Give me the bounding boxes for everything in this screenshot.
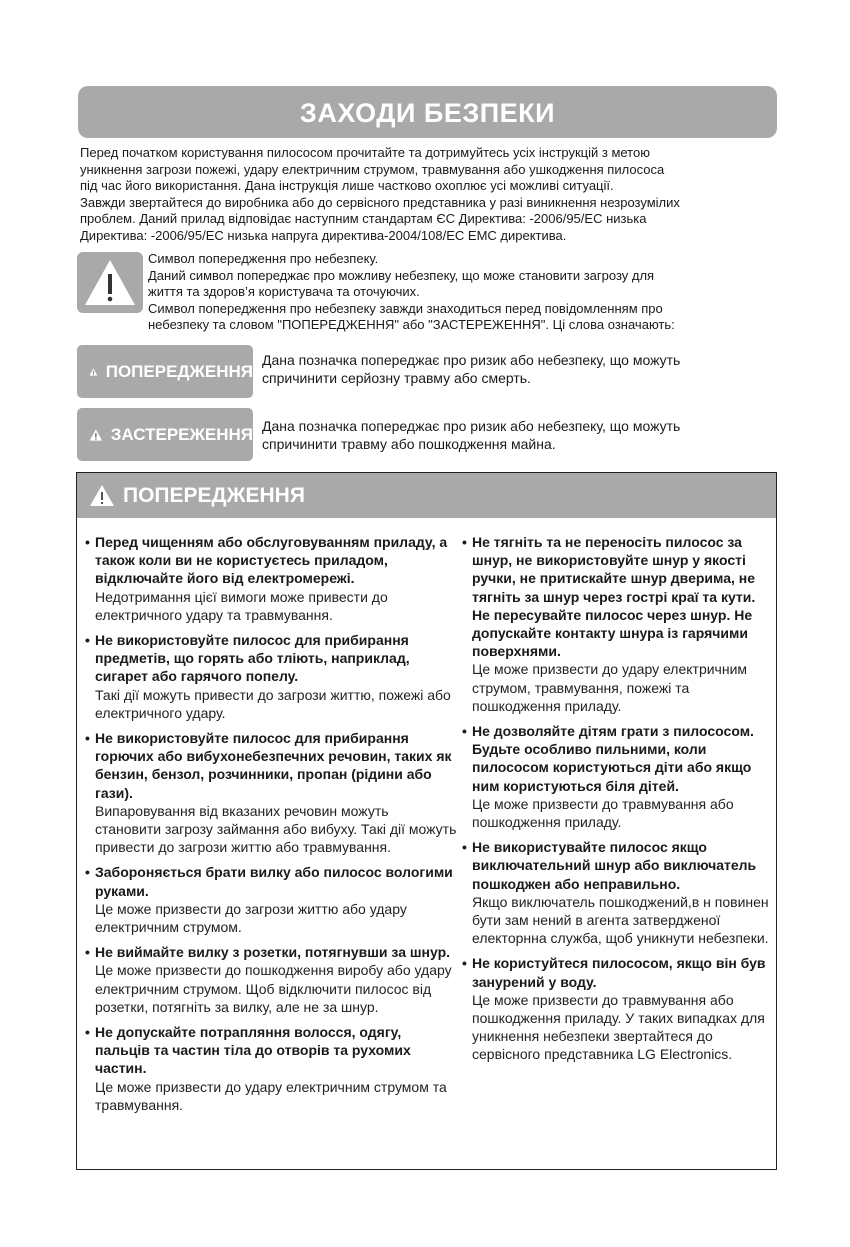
warning-item [462,954,772,1063]
warning-section [76,472,777,1170]
warning-item [85,631,457,722]
warning-item-title: Не тягніть та не переносіть пилосос за шнур, не використовуйте шнур у якості ручки, не притискайте шнур дверима, не тягніть за шнур через гострі краї та кути. Не пересувайте пилосос через шнур. Не допускайте контакту шнура із гарячими поверхнями. [472,534,756,660]
warning-item-title: Забороняється брати вилку або пилосос вологими руками. [95,864,453,899]
warning-heading: ПОПЕРЕДЖЕННЯ [123,483,305,507]
caution-badge [77,408,253,461]
intro-line: Перед початком користування пилососом прочитайте та дотримуйтесь усіх інструкцій з метою [80,145,650,160]
bullet: • [462,955,467,972]
warning-item-title: Не використовуйте пилосос для прибирання предметів, що горять або тліють, наприклад, сигарет або гарячого попелу. [95,632,410,685]
warning-section-header [77,473,776,518]
intro-line: проблем. Даний прилад відповідає наступним стандартам ЄС Директива: -2006/95/EC низька [80,211,647,227]
warning-triangle-icon [89,425,103,445]
warning-item [462,533,772,715]
bullet: • [85,534,90,550]
warning-badge-description [262,351,782,387]
bullet: • [85,632,90,649]
warning-item-title: Не дозволяйте дітям грати з пилососом. Будьте особливо пильними, коли пилососом користуються діти або якщо ним користуються біля дітей. [472,723,754,794]
bullet: • [85,730,90,747]
intro-paragraph [80,145,780,245]
warning-triangle-icon [77,252,143,313]
warning-item-text: Це може призвести до травмування або пошкодження приладу. [472,795,734,831]
warning-triangle-icon [89,484,115,507]
badge-line: спричинити травму або пошкодження майна. [262,436,556,452]
warning-item-text: Якщо виключатель пошкоджений,в н повинен бути зам нений в агента затвердженої електорнна служба, щоб уникнути небезпеки. [472,893,769,947]
badge-label: ПОПЕРЕДЖЕННЯ [105,361,253,381]
symbol-line: Даний символ попереджає про можливу небезпеку, що може становити загрозу для [148,267,655,283]
warning-item-text: Випаровування від вказаних речовин можуть становити загрозу займання або вибуху. Такі дії можуть привести до загрози життю або травмування. [95,802,457,856]
bullet: • [462,534,467,550]
intro-line: Завжди звертайтеся до виробника або до сервісного представника у разі виникнення незрозумілих [80,194,680,210]
symbol-line: Символ попередження про небезпеку. [148,251,379,266]
bullet: • [85,944,90,961]
warning-item [85,533,457,624]
warning-item-text: Це може призвести до удару електричним струмом, травмування, пожежі та пошкодження приладу. [472,661,748,714]
warning-item-text: Це може призвести до загрози життю або удару електричним струмом. [95,900,407,936]
warning-item-text: Такі дії можуть привести до загрози життю, пожежі або електричного удару. [95,686,451,721]
symbol-line: життя та здоров’я користувача та оточуючих. [148,284,420,300]
symbol-line: небезпеку та словом "ПОПЕРЕДЖЕННЯ" або "ЗАСТЕРЕЖЕННЯ". Ці слова означають: [148,317,675,333]
warning-item-text: Це може призвести до травмування або пошкодження приладу. У таких випадках для уникнення небезпеки звертайтеся до сервісного представника LG Electronics. [472,991,765,1063]
warning-item-title: Не користуйтеся пилососом, якщо він був занурений у воду. [472,955,766,990]
intro-line: під час його використання. Дана інструкція лише частково охоплює усі можливі ситуації. [80,178,614,194]
warning-column-left [85,533,457,1121]
warning-item-title: Не використувайте пилосос якщо виключательний шнур або виключатель пошкоджен або неправильно. [472,839,757,892]
warning-item-text: Недотримання цієї вимоги може привести до електричного удару та травмування. [95,588,388,623]
caution-badge-description [262,417,782,453]
warning-triangle-icon [89,362,98,382]
bullet: • [85,864,90,881]
warning-item [85,1023,457,1114]
warning-column-right [462,533,772,1071]
bullet: • [85,1024,90,1041]
bullet: • [462,839,467,856]
warning-item-title: Не допускайте потрапляння волосся, одягу, пальців та частин тіла до отворів та рухомих частин. [95,1024,411,1077]
intro-line: Директива: -2006/95/EC низька напруга директива-2004/108/EC EMC директива. [80,227,567,243]
page-title: ЗАХОДИ БЕЗПЕКИ [78,86,777,138]
badge-label: ЗАСТЕРЕЖЕННЯ [110,424,253,444]
warning-item-title: Не виймайте вилку з розетки, потягнувши за шнур. [95,944,451,961]
badge-line: Дана позначка попереджає про ризик або небезпеку, що можуть [262,418,681,434]
warning-item-title: Перед чищенням або обслуговуванням приладу, а також коли ви не користуєтесь приладом, відключайте його від електромережі. [95,534,448,587]
badge-line: Дана позначка попереджає про ризик або небезпеку, що можуть [262,352,681,368]
bullet: • [462,723,467,740]
warning-item [85,943,457,1016]
warning-item [85,863,457,936]
warning-item-title: Не використовуйте пилосос для прибирання горючих або вибухонебезпечних речовин, таких як бензин, бензол, розчинники, пропан (рідини або гази). [95,730,452,801]
warning-badge [77,345,253,398]
warning-item-text: Це може призвести до пошкодження виробу або удару електричним струмом. Щоб відключити пилосос від розетки, потягніть за вилку, але не за шнур. [95,962,452,1015]
intro-line: уникнення загрози пожежі, удару електричним струмом, травмування або ушкодження пилососа [80,161,665,177]
badge-line: спричинити серйозну травму або смерть. [262,370,531,386]
warning-item [462,838,772,947]
warning-item [462,722,772,831]
symbol-line: Символ попередження про небезпеку завжди знаходиться перед повідомленням про [148,300,663,316]
warning-item-text: Це може призвести до удару електричним струмом та травмування. [95,1078,447,1113]
symbol-description [148,251,788,334]
warning-item [85,729,457,856]
